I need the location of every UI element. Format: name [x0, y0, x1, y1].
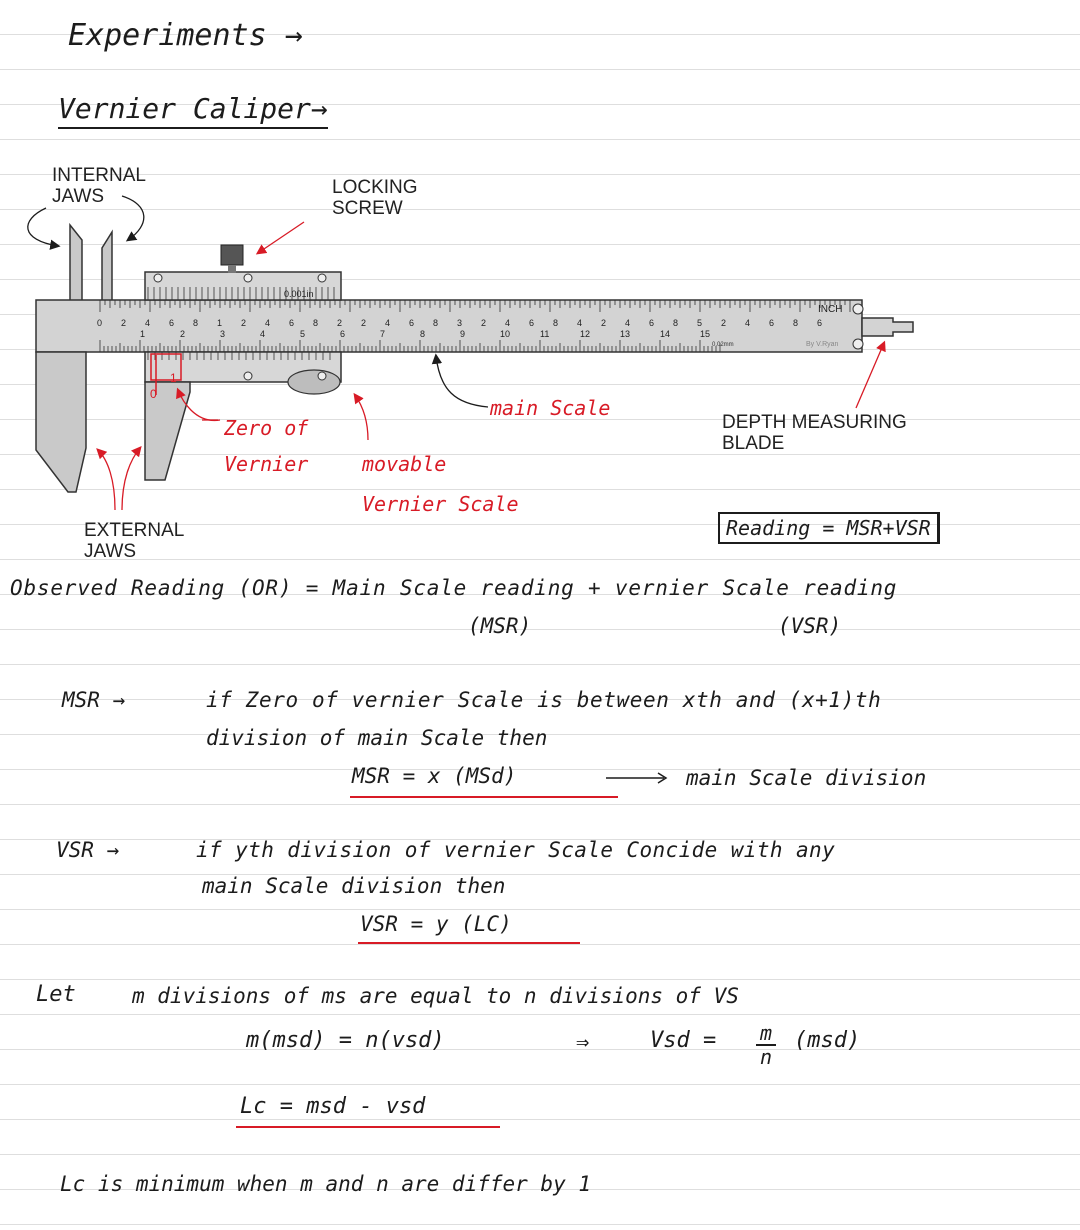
- implies-symbol: ⇒: [576, 1030, 590, 1055]
- internal-jaws-arrow-right: [122, 196, 144, 240]
- internal-jaw-fixed: [70, 225, 82, 302]
- depth-blade: [862, 318, 913, 336]
- vsd-fraction: [756, 1022, 776, 1068]
- main-scale-arrow: [436, 356, 488, 407]
- let-line-2: m(msd) = n(vsd): [246, 1028, 445, 1053]
- mm-number: 4: [260, 329, 266, 339]
- vsr-line-1: if yth division of vernier Scale Concide with any: [196, 838, 836, 862]
- lc-formula: Lc = msd - vsd: [240, 1094, 426, 1119]
- observed-reading-line: Observed Reading (OR) = Main Scale reading + vernier Scale reading: [10, 576, 898, 600]
- inch-text: INCH: [818, 304, 843, 315]
- inch-number: 4: [265, 318, 271, 328]
- msr-pointer-arrow: [604, 770, 674, 786]
- mm-number: 6: [340, 329, 346, 339]
- msr-arrow-note: main Scale division: [686, 766, 927, 790]
- movable-vernier-label: movable Vernier Scale: [362, 452, 519, 516]
- inch-number: 4: [145, 318, 151, 328]
- inch-number: 4: [745, 318, 751, 328]
- resolution-mm-text: 0.02mm: [712, 342, 734, 348]
- vsr-line-2: main Scale division then: [202, 874, 506, 898]
- msr-label: MSR →: [62, 688, 126, 712]
- vsr-label: VSR →: [56, 838, 120, 862]
- external-jaws-arrow-left: [98, 450, 115, 510]
- lc-formula-underline: [236, 1126, 500, 1128]
- inch-number: 2: [241, 318, 247, 328]
- fraction-numerator: m: [756, 1022, 776, 1046]
- inch-number: 1: [217, 318, 223, 328]
- msr-abbreviation: (MSR): [468, 614, 532, 638]
- msr-line-2: division of main Scale then: [206, 726, 548, 750]
- lc-minimum-note: Lc is minimum when m and n are differ by 1: [60, 1172, 592, 1196]
- let-label: Let: [36, 982, 76, 1007]
- mm-number: 2: [180, 329, 186, 339]
- inch-number: 6: [769, 318, 775, 328]
- mm-number: 11: [540, 329, 550, 339]
- inch-number: 4: [505, 318, 511, 328]
- mm-number: 12: [580, 329, 591, 339]
- inch-number: 8: [553, 318, 559, 328]
- msr-formula-underline: [350, 796, 618, 798]
- inch-number: 6: [817, 318, 823, 328]
- inch-number: 4: [625, 318, 631, 328]
- mm-number: 9: [460, 329, 466, 339]
- mm-number: 10: [500, 329, 511, 339]
- inch-number: 8: [193, 318, 199, 328]
- resolution-inch-text: 0.001in: [284, 289, 314, 299]
- mm-number: 3: [220, 329, 226, 339]
- vsr-abbreviation: (VSR): [778, 614, 842, 638]
- internal-jaw-movable: [102, 232, 112, 302]
- depth-blade-label: DEPTH MEASURING BLADE: [722, 412, 907, 454]
- inch-number: 6: [289, 318, 295, 328]
- inch-number: 4: [577, 318, 583, 328]
- inch-number: 6: [529, 318, 535, 328]
- external-jaws-label: EXTERNAL JAWS: [84, 520, 185, 562]
- mm-number: 5: [300, 329, 306, 339]
- thumb-wheel: [288, 370, 340, 394]
- credit-text: By V.Ryan: [806, 341, 839, 348]
- inch-number: 0: [97, 318, 103, 328]
- inch-number: 2: [601, 318, 607, 328]
- locking-screw: [221, 245, 243, 265]
- inch-number: 8: [793, 318, 799, 328]
- internal-jaws-arrow-left: [28, 208, 58, 246]
- mm-number: 13: [620, 329, 631, 339]
- zero-of-vernier-label: Zero of Vernier: [224, 416, 309, 476]
- inch-number: 8: [433, 318, 439, 328]
- mm-number: 8: [420, 329, 426, 339]
- msr-line-1: if Zero of vernier Scale is between xth and (x+1)th: [206, 688, 882, 712]
- msr-formula: MSR = x (MSd): [352, 764, 517, 788]
- mm-number: 1: [140, 329, 146, 339]
- movable-vernier-arrow: [355, 395, 368, 440]
- external-jaw-fixed: [36, 352, 86, 492]
- vernier-caliper-diagram: [0, 0, 1080, 560]
- inch-number: 6: [169, 318, 175, 328]
- vernier-zero-digit: 0: [150, 387, 157, 401]
- vsd-lhs: Vsd =: [650, 1028, 717, 1053]
- locking-screw-label: LOCKING SCREW: [332, 177, 418, 219]
- inch-number: 6: [409, 318, 415, 328]
- inch-number: 2: [721, 318, 727, 328]
- mm-number: 14: [660, 329, 671, 339]
- mm-number: 7: [380, 329, 386, 339]
- inch-number: 6: [649, 318, 655, 328]
- page-title: Experiments →: [68, 18, 303, 53]
- mm-number: 15: [700, 329, 711, 339]
- inch-number: 2: [121, 318, 127, 328]
- inch-number: 3: [457, 318, 463, 328]
- section-title: Vernier Caliper→: [58, 92, 328, 129]
- inch-number: 2: [361, 318, 367, 328]
- inch-number: 5: [697, 318, 703, 328]
- vsr-formula: VSR = y (LC): [360, 912, 512, 936]
- locking-screw-arrow: [258, 222, 304, 253]
- external-jaws-arrow-right: [122, 448, 140, 510]
- inch-number: 2: [481, 318, 487, 328]
- vernier-one-digit: 1: [170, 371, 177, 385]
- inch-number: 2: [337, 318, 343, 328]
- inch-number: 8: [673, 318, 679, 328]
- inch-number: 8: [313, 318, 319, 328]
- inch-number: 4: [385, 318, 391, 328]
- let-line-1: m divisions of ms are equal to n divisions of VS: [132, 984, 739, 1008]
- vsr-formula-underline: [358, 942, 580, 944]
- reading-formula-box: Reading = MSR+VSR: [718, 512, 940, 544]
- internal-jaws-label: INTERNAL JAWS: [52, 165, 146, 207]
- main-scale-label: main Scale: [490, 396, 611, 420]
- fraction-denominator: n: [760, 1045, 773, 1069]
- vsd-rest: (msd): [794, 1028, 861, 1053]
